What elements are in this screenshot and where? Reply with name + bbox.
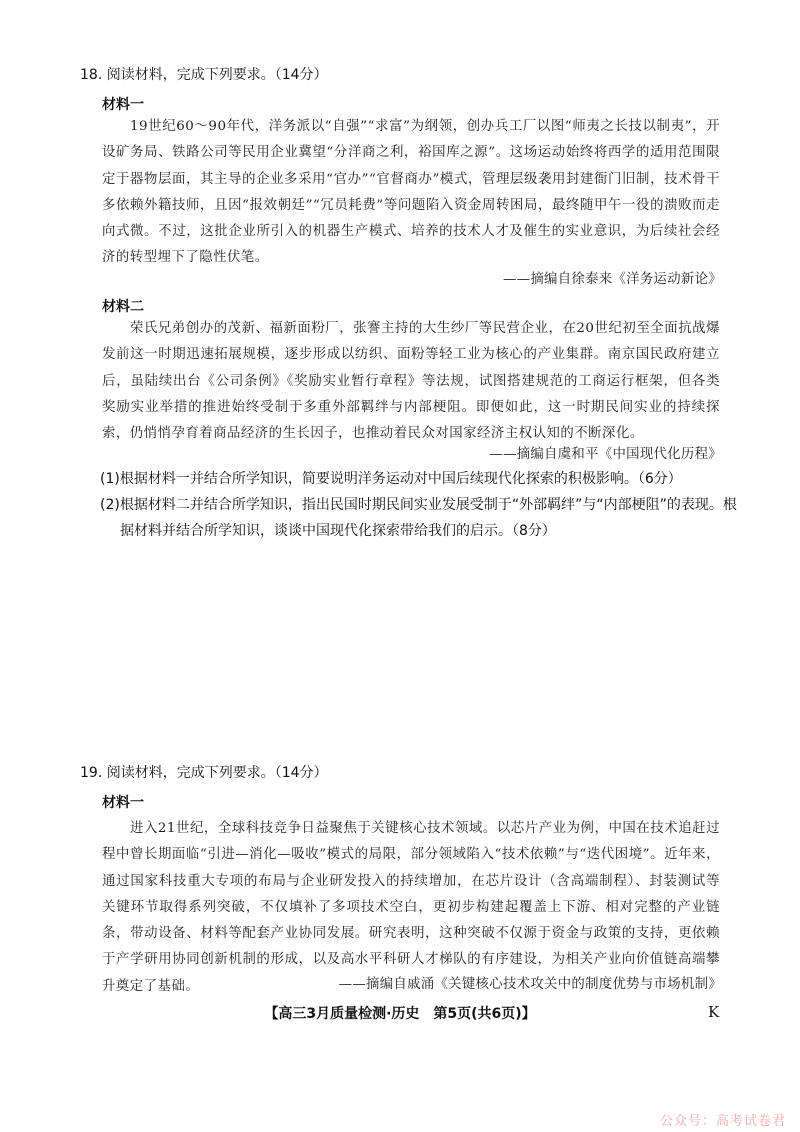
page-footer: 【高三3月质量检测·历史 第5页(共6页)】 (264, 1006, 536, 1022)
q18-material1-label: 材料一 (102, 97, 144, 113)
q19-material1-source: ——摘编自戚涌《关键核心技术攻关中的制度优势与市场机制》 (338, 977, 722, 992)
q19-material1-text: 进入21世纪，全球科技竞争日益聚焦于关键核心技术领域。以芯片产业为例，中国在技术追赶过程中曾长期面临“引进—消化—吸收”模式的局限，部分领域陷入“技术依赖”与“迭代困境”。近年来，通过国家科技重大专项的布局与企业研发投入的持续增加，在芯片设计（含高端制程）、封装测试等关键环节取得系列突破，不仅填补了多项技术空白，更初步构建起覆盖上下游、相对完整的产业链条，带动设备、材料等配套产业协同发展。研究表明，这种突破不仅源于资金与政策的支持，更依赖于产学研用协同创新机制的形成，以及高水平科研人才梯队的有序建设，为相关产业向价值链高端攀升奠定了基础。 (102, 821, 720, 994)
question-19-heading: 19. 阅读材料，完成下列要求。（14分） (80, 765, 328, 781)
paper-version-code: K (708, 1003, 720, 1021)
q18-subquestion-2: (2)根据材料二并结合所学知识，指出民国时期民间实业发展受制于“外部羁绊”与“内部梗阻”的表现。根据材料并结合所学知识，谈谈中国现代化探索带给我们的启示。（8分） (100, 497, 737, 539)
q18-material2-text: 荣氏兄弟创办的茂新、福新面粉厂，张謇主持的大生纱厂等民营企业，在20世纪初至全面抗战爆发前这一时期迅速拓展规模，逐步形成以纺织、面粉等轻工业为核心的产业集群。南京国民政府建立后，虽陆续出台《公司条例》《奖励实业暂行章程》等法规，试图搭建规范的工商运行框架，但各类奖励实业举措的推进始终受制于多重外部羁绊与内部梗阻。即便如此，这一时期民间实业的持续探索，仍悄悄孕育着商品经济的生长因子，也推动着民众对国家经济主权认知的不断深化。 (102, 321, 720, 442)
q18-material1-source: ——摘编自徐泰来《洋务运动新论》 (502, 272, 722, 287)
watermark: 公众号：高考试卷君 (659, 1114, 786, 1129)
q18-material1-text: 19世纪60～90年代，洋务派以“自强”“求富”为纲领，创办兵工厂以图“师夷之长技以制夷”，开设矿务局、铁路公司等民用企业冀望“分洋商之利，裕国库之源”。这场运动始终将西学的适用范围限定于器物层面，其主导的企业多采用“官办”“官督商办”模式，管理层级袭用封建衙门旧制，技术骨干多依赖外籍技师，且因“报效朝廷”“冗员耗费”等问题陷入资金周转困局，最终随甲午一役的溃败而走向式微。不过，这批企业所引入的机器生产模式、培养的技术人才及催生的实业意识，为后续社会经济的转型埋下了隐性伏笔。 (102, 119, 720, 266)
q18-material2-source: ——摘编自虞和平《中国现代化历程》 (489, 447, 722, 462)
q19-material1-label: 材料一 (102, 795, 144, 811)
q18-subquestion-1: (1)根据材料一并结合所学知识，简要说明洋务运动对中国后续现代化探索的积极影响。（6分） (100, 471, 682, 487)
q18-material2-label: 材料二 (102, 299, 144, 315)
question-18-heading: 18. 阅读材料，完成下列要求。（14分） (80, 67, 328, 83)
